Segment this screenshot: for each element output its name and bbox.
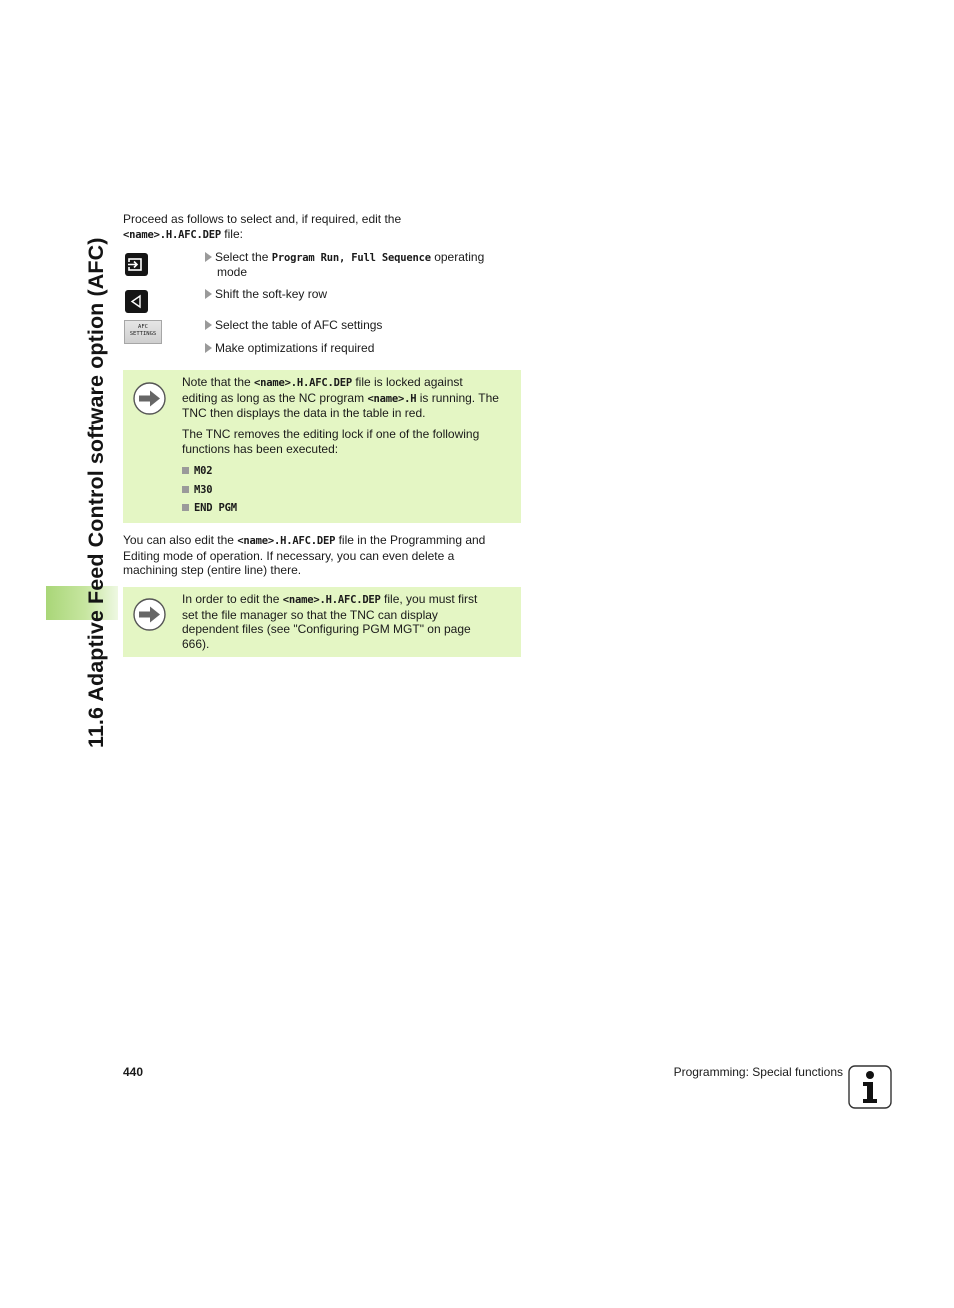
shift-softkey-row-icon — [125, 290, 148, 313]
note2-text: In order to edit the <name>.H.AFC.DEP file, you must first set the file manager so that the TNC can display dependent files (see "Configuring PGM MGT" on page 666). — [182, 592, 478, 651]
page-number: 440 — [123, 1065, 144, 1079]
list-item: M30 — [182, 482, 212, 497]
list-item: END PGM — [182, 500, 237, 515]
step-select-afc-table: Select the table of AFC settings — [205, 318, 525, 332]
chapter-title-vertical — [78, 213, 114, 748]
step-arrow-icon — [205, 252, 212, 262]
arrow-right-icon — [133, 382, 166, 415]
program-run-key-icon — [125, 253, 148, 276]
note-file-manager — [123, 587, 521, 657]
step-arrow-icon — [205, 343, 212, 353]
note1-second-paragraph: The TNC removes the editing lock if one of the following functions has been executed: — [182, 427, 480, 456]
afc-settings-softkey: AFC SETTINGS — [124, 320, 162, 344]
note-file-locked — [123, 370, 521, 523]
file-name-code: <name>.H.AFC.DEP — [123, 228, 221, 241]
info-icon — [848, 1065, 892, 1109]
chapter-title: 11.6 Adaptive Feed Control software option (AFC) — [84, 237, 108, 748]
step-shift-softkey-row: Shift the soft-key row — [205, 287, 525, 301]
step-make-optimizations: Make optimizations if required — [205, 341, 525, 355]
intro-paragraph: Proceed as follows to select and, if required, edit the <name>.H.AFC.DEP file: — [123, 212, 402, 241]
step-select-program-run: Select the Program Run, Full Sequence operating mode — [205, 250, 525, 279]
step-arrow-icon — [205, 320, 212, 330]
arrow-right-icon — [133, 598, 166, 631]
edit-file-paragraph: You can also edit the <name>.H.AFC.DEP file in the Programming and Editing mode of operation. If necessary, you can even delete a machining step (entire line) there. — [123, 533, 486, 577]
bullet-square-icon — [182, 486, 189, 493]
footer-section-title: Programming: Special functions — [673, 1065, 843, 1079]
list-item: M02 — [182, 463, 212, 478]
note1-text: Note that the <name>.H.AFC.DEP file is locked against editing as long as the NC program <name>.H is running. The TNC then displays the data in the table in red. — [182, 375, 499, 420]
step-arrow-icon — [205, 289, 212, 299]
bullet-square-icon — [182, 504, 189, 511]
bullet-square-icon — [182, 467, 189, 474]
